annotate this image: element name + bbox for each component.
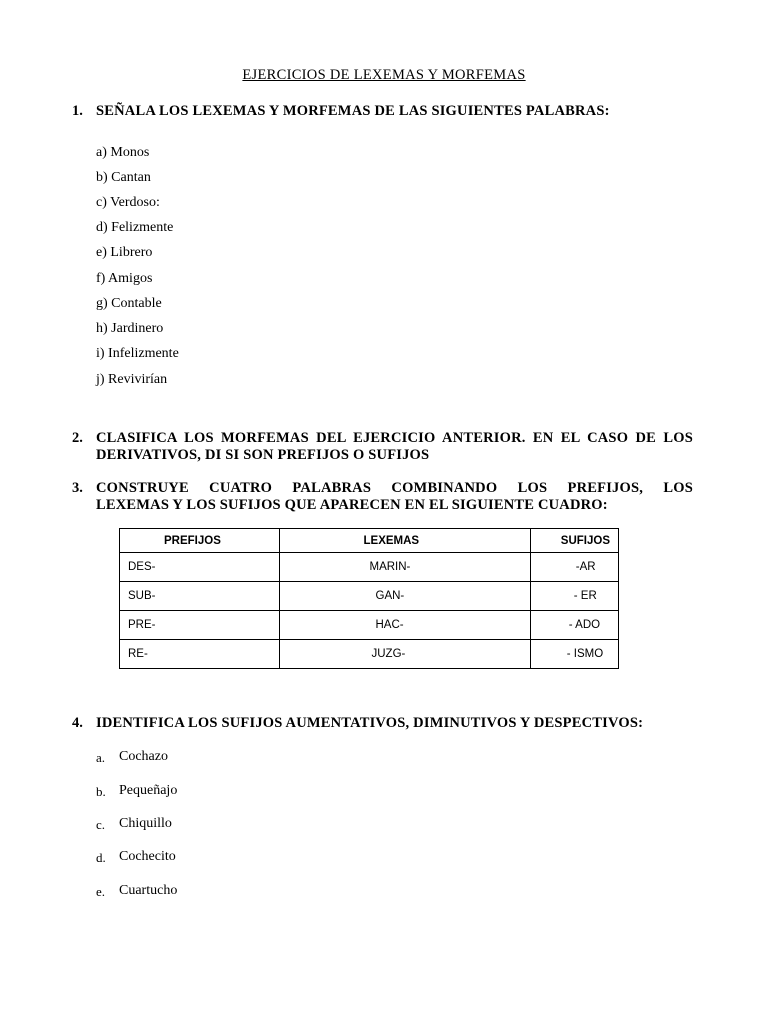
list-item: i) Infelizmente: [96, 346, 179, 361]
question-3-line-2: LEXEMAS Y LOS SUFIJOS QUE APARECEN EN EL SIGUIENTE CUADRO:: [96, 497, 608, 513]
list-item-letter: b.: [96, 784, 106, 799]
table-cell: JUZG-: [279, 640, 530, 669]
list-item: Cochecito: [119, 849, 176, 864]
list-item: d) Felizmente: [96, 220, 174, 235]
table-cell: - ISMO: [530, 640, 618, 669]
list-item-letter: d.: [96, 850, 106, 865]
list-item: c) Verdoso:: [96, 195, 160, 210]
table-cell: - ER: [530, 582, 618, 611]
question-1-number: 1.: [72, 103, 83, 119]
question-2-line-2: DERIVATIVOS, DI SI SON PREFIJOS O SUFIJOS: [96, 447, 430, 463]
list-item: j) Revivirían: [96, 372, 168, 387]
table-cell: SUB-: [120, 582, 280, 611]
table-cell: GAN-: [279, 582, 530, 611]
table-cell: DES-: [120, 553, 280, 582]
list-item: b) Cantan: [96, 170, 151, 185]
list-item-letter: a.: [96, 750, 106, 765]
list-item: Cuartucho: [119, 883, 178, 898]
list-item: Chiquillo: [119, 816, 172, 831]
table-cell: HAC-: [279, 611, 530, 640]
table-row: [120, 611, 619, 640]
word-parts-table: [119, 528, 619, 669]
table-cell: RE-: [120, 640, 280, 669]
table-row: [120, 640, 619, 669]
table-header-row: [120, 529, 619, 553]
list-item: g) Contable: [96, 296, 162, 311]
table-cell: -AR: [530, 553, 618, 582]
table-cell: - ADO: [530, 611, 618, 640]
question-4-text: IDENTIFICA LOS SUFIJOS AUMENTATIVOS, DIMINUTIVOS Y DESPECTIVOS:: [96, 715, 644, 731]
question-2-number: 2.: [72, 430, 83, 446]
column-header-prefijos: PREFIJOS: [120, 529, 280, 553]
list-item: a) Monos: [96, 145, 150, 160]
table-cell: PRE-: [120, 611, 280, 640]
question-3-number: 3.: [72, 480, 83, 496]
question-3-line-1: CONSTRUYE CUATRO PALABRAS COMBINANDO LOS PREFIJOS, LOS: [96, 480, 693, 496]
column-header-sufijos: SUFIJOS: [530, 529, 618, 553]
list-item: Pequeñajo: [119, 783, 178, 798]
table-row: [120, 582, 619, 611]
table-cell: MARIN-: [279, 553, 530, 582]
table-row: [120, 553, 619, 582]
column-header-lexemas: LEXEMAS: [279, 529, 530, 553]
list-item-letter: c.: [96, 817, 106, 832]
list-item: e) Librero: [96, 245, 153, 260]
question-4-number: 4.: [72, 715, 83, 731]
question-1-text: SEÑALA LOS LEXEMAS Y MORFEMAS DE LAS SIGUIENTES PALABRAS:: [96, 103, 610, 119]
list-item: f) Amigos: [96, 271, 153, 286]
question-2-line-1: CLASIFICA LOS MORFEMAS DEL EJERCICIO ANTERIOR. EN EL CASO DE LOS: [96, 430, 693, 446]
list-item-letter: e.: [96, 884, 106, 899]
list-item: Cochazo: [119, 749, 168, 764]
page-title: EJERCICIOS DE LEXEMAS Y MORFEMAS: [242, 67, 526, 83]
list-item: h) Jardinero: [96, 321, 164, 336]
